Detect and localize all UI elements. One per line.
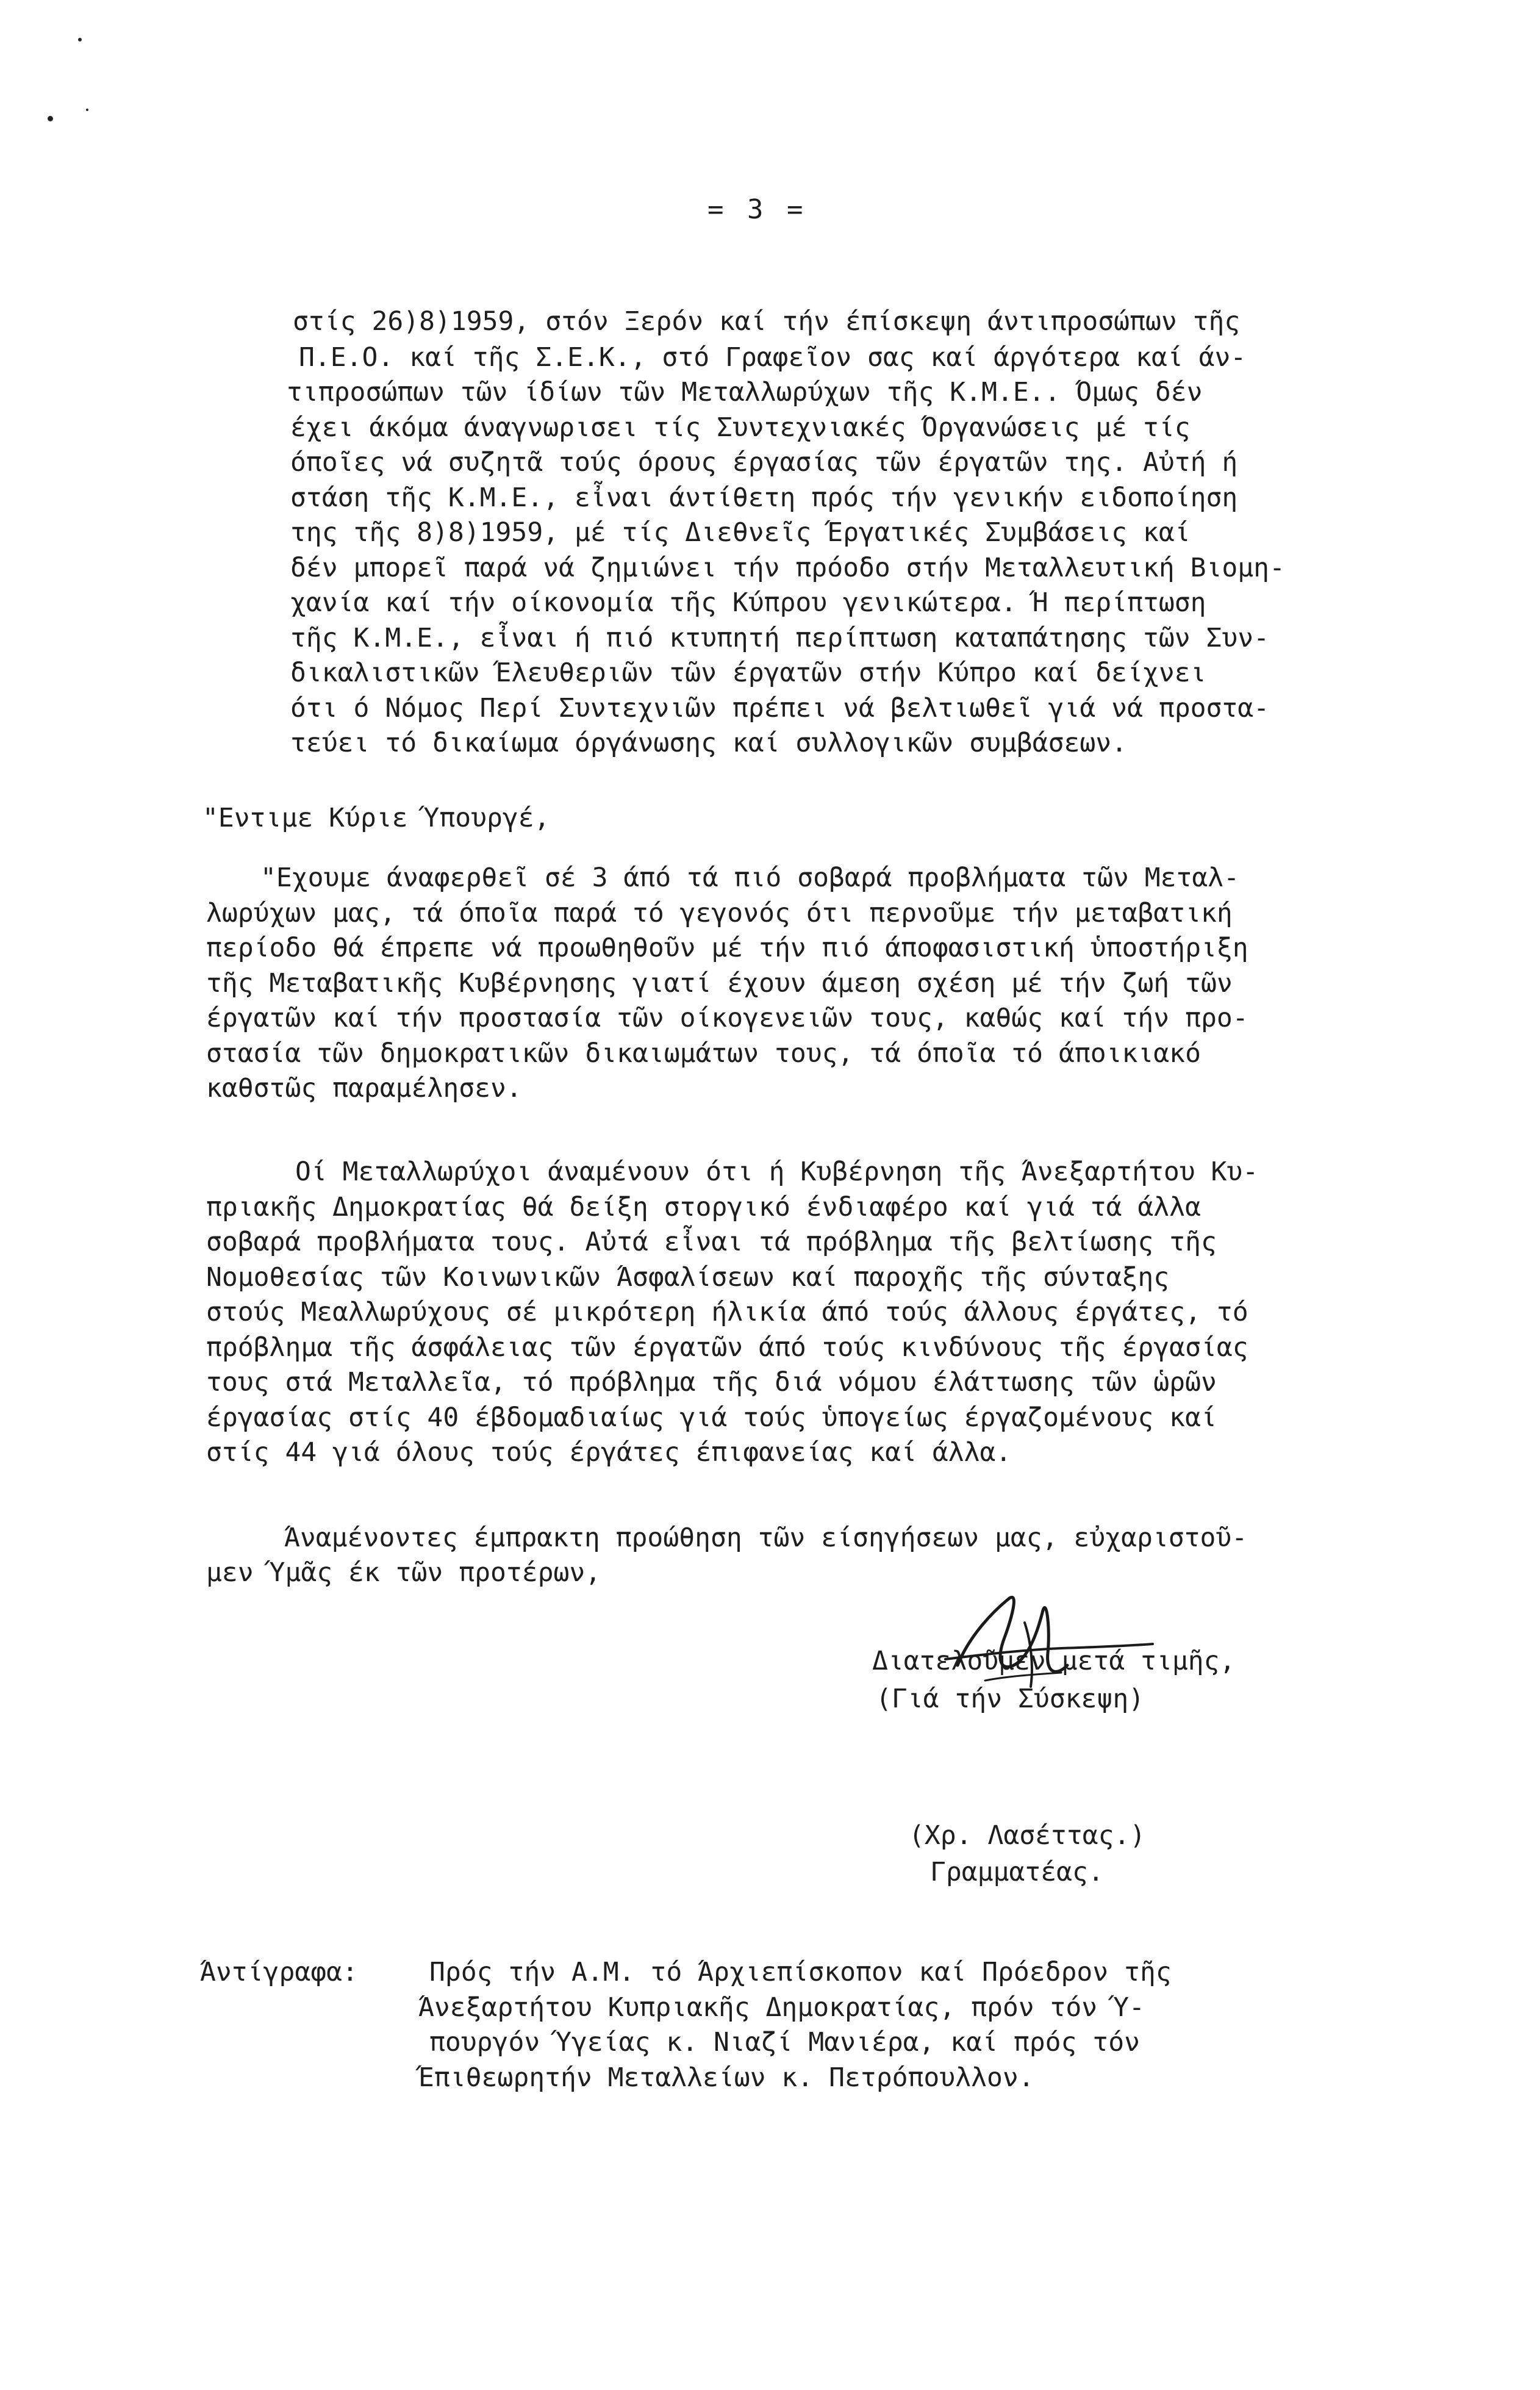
text-line: μεν Ύμᾶς έκ τῶν προτέρων, [206, 1557, 601, 1588]
text-line: τεύει τό δικαίωμα όργάνωσης καί συλλογικῶν συμβάσεων. [290, 728, 1128, 758]
closing-line: Διατελοῦμεν μετά τιμῆς, [872, 1646, 1236, 1676]
text-line: πρόβλημα τῆς άσφάλειας τῶν έργατῶν άπό τούς κινδύνους τῆς έργασίας [206, 1332, 1248, 1363]
text-line: ότι ό Νόμος Περί Συντεχνιῶν πρέπει νά βελτιωθεῖ γιά νά προστα- [290, 693, 1270, 723]
text-line: χανία καί τήν οίκονομία τῆς Κύπρου γενικώτερα. Ή περίπτωση [290, 587, 1206, 618]
text-line: Π.Ε.Ο. καί τῆς Σ.Ε.Κ., στό Γραφεῖον σας καί άργότερα καί άν- [299, 342, 1247, 373]
text-line: τιπροσώπων τῶν ίδίων τῶν Μεταλλωρύχων τῆς Κ.Μ.Ε.. Όμως δέν [287, 377, 1203, 407]
salutation: "Εντιμε Κύριε Ύπουργέ, [202, 803, 550, 833]
scan-speck [78, 38, 82, 41]
text-line: δικαλιστικῶν Έλευθεριῶν τῶν έργατῶν στήν Κύπρο καί δείχνει [290, 658, 1206, 688]
text-line: περίοδο θά έπρεπε νά προωθηθοῦν μέ τήν πιό άποφασιστική ὑποστήριξη [206, 933, 1248, 963]
text-line: σοβαρά προβλήματα τους. Αὐτά εἶναι τά πρόβλημα τῆς βελτίωσης τῆς [206, 1227, 1217, 1257]
copies-line: πουργόν Ύγείας κ. Νιαζί Μανιέρα, καί πρός τόν [429, 2027, 1140, 2058]
text-line: στασία τῶν δημοκρατικῶν δικαιωμάτων τους, τά όποῖα τό άποικιακό [206, 1038, 1201, 1069]
text-line: τους στά Μεταλλεῖα, τό πρόβλημα τῆς διά νόμου έλάττωσης τῶν ὡρῶν [206, 1367, 1217, 1398]
text-line: λωρύχων μας, τά όποῖα παρά τό γεγονός ότι περνοῦμε τήν μεταβατική [206, 898, 1233, 928]
text-line: στούς Μεαλλωρύχους σέ μικρότερη ήλικία άπό τούς άλλους έργάτες, τό [206, 1297, 1248, 1327]
text-line: της τῆς 8)8)1959, μέ τίς Διεθνεῖς Έργατικές Συμβάσεις καί [290, 517, 1191, 548]
text-line: έχει άκόμα άναγνωρισει τίς Συντεχνιακές Όργανώσεις μέ τίς [290, 412, 1191, 443]
scan-speck [86, 109, 88, 111]
signatory-title: Γραμματέας. [930, 1857, 1104, 1887]
copies-label: Άντίγραφα: [200, 1957, 358, 1987]
text-line: "Εχουμε άναφερθεῖ σέ 3 άπό τά πιό σοβαρά προβλήματα τῶν Μεταλ- [260, 863, 1240, 893]
copies-line: Έπιθεωρητήν Μεταλλείων κ. Πετρόπουλλον. [418, 2062, 1034, 2093]
page-number: = 3 = [707, 194, 807, 225]
scan-speck [48, 116, 53, 121]
copies-line: Πρός τήν Α.Μ. τό Άρχιεπίσκοπον καί Πρόεδρον τῆς [429, 1957, 1172, 1987]
text-line: έργατῶν καί τήν προστασία τῶν οίκογενειῶν τους, καθώς καί τήν προ- [206, 1003, 1248, 1033]
signatory-name: (Χρ. Λασέττας.) [909, 1820, 1146, 1851]
text-line: δέν μπορεῖ παρά νά ζημιώνει τήν πρόοδο στήν Μεταλλευτική Βιομη- [290, 553, 1285, 583]
text-line: καθστῶς παραμέλησεν. [206, 1073, 522, 1103]
text-line: στάση τῆς Κ.Μ.Ε., εἶναι άντίθετη πρός τήν γενικήν ειδοποίηση [290, 483, 1238, 513]
text-line: όποῖες νά συζητᾶ τούς όρους έργασίας τῶν έργατῶν της. Αὐτή ή [290, 447, 1238, 478]
copies-line: Άνεξαρτήτου Κυπριακῆς Δημοκρατίας, πρόν τόν Ύ- [418, 1992, 1145, 2023]
text-line: στίς 26)8)1959, στόν Ξερόν καί τήν έπίσκεψη άντιπροσώπων τῆς [293, 306, 1241, 337]
text-line: στίς 44 γιά όλους τούς έργάτες έπιφανείας καί άλλα. [206, 1437, 1012, 1468]
closing-on-behalf: (Γιά τήν Σύσκεψη) [876, 1684, 1145, 1714]
text-line: Οί Μεταλλωρύχοι άναμένουν ότι ή Κυβέρνηση τῆς Άνεξαρτήτου Κυ- [295, 1157, 1259, 1187]
text-line: έργασίας στίς 40 έβδομαδιαίως γιά τούς ὑπογείως έργαζομένους καί [206, 1402, 1217, 1433]
text-line: πριακῆς Δημοκρατίας θά δείξη στοργικό ένδιαφέρο καί γιά τά άλλα [206, 1192, 1201, 1222]
text-line: τῆς Μεταβατικῆς Κυβέρνησης γιατί έχουν άμεση σχέση μέ τήν ζωή τῶν [206, 968, 1233, 999]
text-line: Νομοθεσίας τῶν Κοινωνικῶν Άσφαλίσεων καί παροχῆς τῆς σύνταξης [206, 1262, 1170, 1293]
text-line: Άναμένοντες έμπρακτη προώθηση τῶν είσηγήσεων μας, εὐχαριστοῦ- [284, 1523, 1248, 1553]
text-line: τῆς Κ.Μ.Ε., εἶναι ή πιό κτυπητή περίπτωση καταπάτησης τῶν Συν- [290, 623, 1270, 653]
handwritten-signature [878, 1574, 1220, 1732]
